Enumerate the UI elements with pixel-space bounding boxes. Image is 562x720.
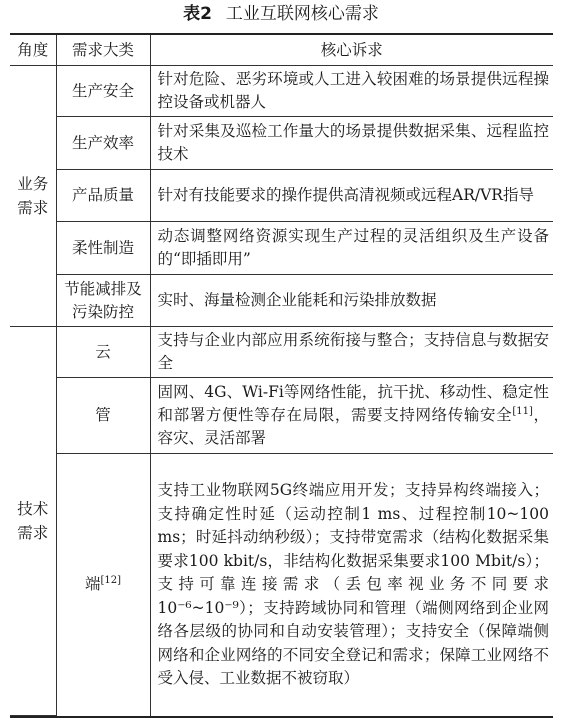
table-row (10, 117, 553, 170)
header-angle: 角度 (10, 35, 56, 66)
category-cell: 端[12] (56, 454, 150, 716)
table-caption (0, 2, 562, 26)
demand-cell: 针对危险、恶劣环境或人工进入较困难的场景提供远程操控设备或机器人 (150, 66, 553, 117)
group-label-business: 业务需求 (10, 66, 56, 327)
demand-cell: 针对采集及巡检工作量大的场景提供数据采集、远程监控技术 (150, 117, 553, 170)
category-cell: 生产安全 (56, 66, 150, 117)
category-cell: 产品质量 (56, 170, 150, 222)
table-title: 工业互联网核心需求 (225, 4, 379, 24)
table-number: 表2 (183, 4, 212, 24)
demand-cell: 固网、4G、Wi-Fi等网络性能，抗干扰、移动性、稳定性和部署方便性等存在局限，需要支持网络传输安全[11]，容灾、灵活部署 (150, 378, 553, 454)
header-category: 需求大类 (56, 35, 150, 66)
table-row (10, 170, 553, 222)
group-label-technical: 技术需求 (10, 327, 56, 716)
table-header-row (10, 35, 553, 66)
table-row (10, 378, 553, 454)
citation-ref: [11] (512, 405, 533, 417)
category-cell: 生产效率 (56, 117, 150, 170)
demand-cell: 动态调整网络资源实现生产过程的灵活组织及生产设备的“即插即用” (150, 222, 553, 275)
demand-cell: 支持与企业内部应用系统衔接与整合；支持信息与数据安全 (150, 327, 553, 378)
demand-cell: 实时、海量检测企业能耗和污染排放数据 (150, 275, 553, 327)
header-core-demand: 核心诉求 (150, 35, 553, 66)
citation-ref: [12] (100, 575, 122, 587)
table-row (10, 66, 553, 117)
table-row (10, 222, 553, 275)
requirements-table (10, 35, 553, 716)
demand-cell: 针对有技能要求的操作提供高清视频或远程AR/VR指导 (150, 170, 553, 222)
bottom-rule (10, 716, 553, 718)
category-cell: 节能减排及污染防控 (56, 275, 150, 327)
demand-cell: 支持工业物联网5G终端应用开发；支持异构终端接入；支持确定性时延（运动控制1 ms、过程控制10~100 ms；时延抖动纳秒级）；支持带宽需求（结构化数据采集要求100 kbit/s，非结构化数据采集要求100 Mbit/s）；支持可靠连接需求（丢包率视业务不同要求10⁻⁶~10⁻⁹）；支持跨域协同和管理（端侧网络到企业网络各层级的协同和自动安装管理）；支持安全（保障端侧网络和企业网络的不同安全登记和需求；保障工业网络不受入侵、工业数据不被窃取） (150, 454, 553, 716)
category-cell: 柔性制造 (56, 222, 150, 275)
table-row (10, 275, 553, 327)
table-row (10, 454, 553, 716)
category-cell: 管 (56, 378, 150, 454)
table-row (10, 327, 553, 378)
category-cell: 云 (56, 327, 150, 378)
